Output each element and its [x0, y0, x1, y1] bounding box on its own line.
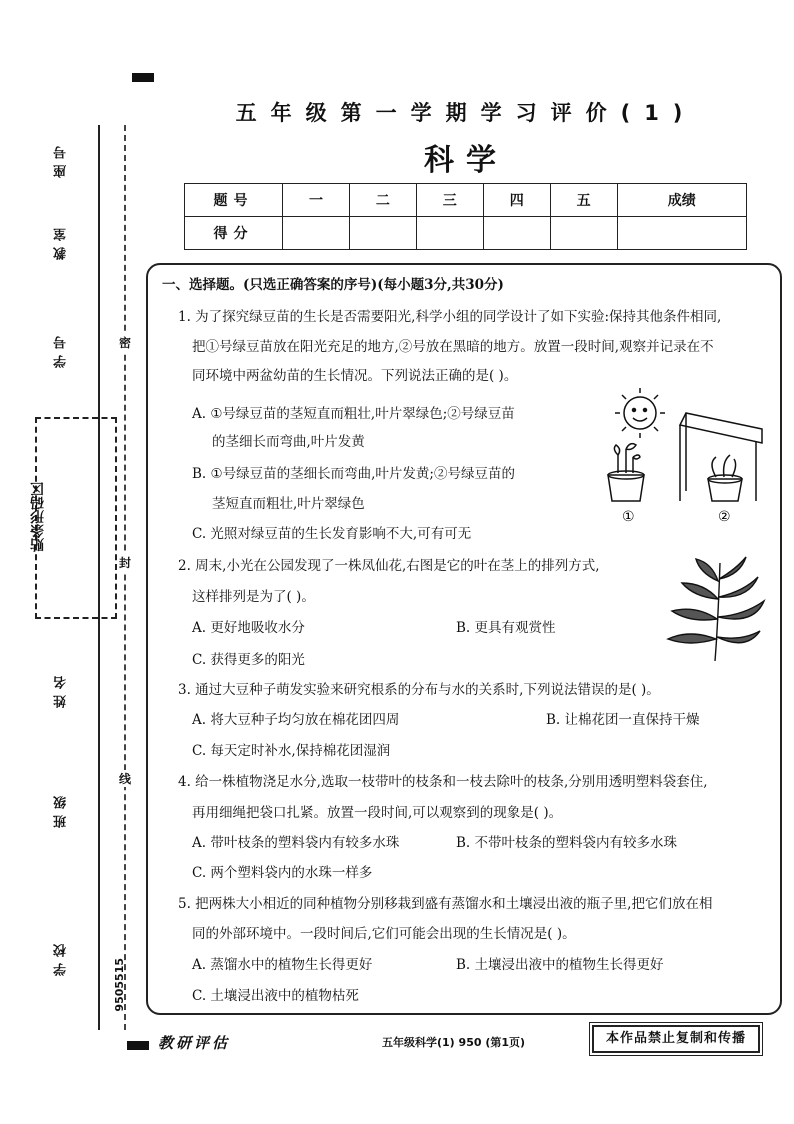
q2-line: 2. 周末,小光在公园发现了一株凤仙花,右图是它的叶在茎上的排列方式,: [178, 558, 600, 574]
score-table-header-cell: 三: [416, 184, 483, 217]
seal-dashed-line: [124, 125, 126, 1030]
pot-1-icon: [608, 444, 644, 501]
figure-label-1: ①: [622, 509, 635, 525]
score-table: [184, 183, 747, 250]
score-cell: [349, 217, 416, 250]
q3-option-a: A. 将大豆种子均匀放在棉花团四周: [192, 712, 400, 728]
score-cell: [617, 217, 746, 250]
score-cell: [416, 217, 483, 250]
page-title: 五年级第一学期学习评价(1): [235, 101, 697, 125]
q2-line: 这样排列是为了( )。: [192, 589, 315, 605]
side-label-seat: 座号: [54, 140, 69, 178]
registration-marker-bottom: [127, 1041, 149, 1050]
side-label-room: 教室: [54, 222, 69, 260]
q4-line: 再用细绳把袋口扎紧。放置一段时间,可以观察到的现象是( )。: [192, 805, 563, 821]
score-table-row-label: 得分: [185, 217, 283, 250]
q4-option-c: C. 两个塑料袋内的水珠一样多: [192, 865, 373, 881]
seal-mark-3: 线: [118, 772, 131, 786]
score-table-header-cell: 题号: [185, 184, 283, 217]
q4-option-b: B. 不带叶枝条的塑料袋内有较多水珠: [456, 835, 678, 851]
q4-line: 4. 给一株植物浇足水分,选取一枝带叶的枝条和一枝去除叶的枝条,分别用透明塑料袋套住,: [178, 774, 708, 790]
q1-option-a: A. ①号绿豆苗的茎短直而粗壮,叶片翠绿色;②号绿豆苗: [192, 406, 515, 422]
plant-icon: [668, 557, 764, 661]
side-label-class: 班级: [54, 790, 69, 828]
q2-option-c: C. 获得更多的阳光: [192, 652, 305, 668]
copyright-notice: 本作品禁止复制和传播: [592, 1025, 760, 1053]
q3-option-b: B. 让棉花团一直保持干燥: [546, 712, 700, 728]
sun-icon: [615, 388, 665, 438]
score-table-header-cell: 五: [550, 184, 617, 217]
side-label-school: 学校: [54, 938, 69, 976]
q2-option-a: A. 更好地吸收水分: [192, 620, 305, 636]
serial-number: 9505515: [113, 958, 126, 1012]
q3-option-c: C. 每天定时补水,保持棉花团湿润: [192, 743, 391, 759]
q1-option-b-cont: 茎短直而粗壮,叶片翠绿色: [212, 496, 365, 512]
q4-option-a: A. 带叶枝条的塑料袋内有较多水珠: [192, 835, 400, 851]
score-cell: [483, 217, 550, 250]
score-table-header-row: [185, 184, 747, 217]
q5-line: 5. 把两株大小相近的同种植物分别移栽到盛有蒸馏水和土壤浸出液的瓶子里,把它们放在相: [178, 896, 713, 912]
q3-line: 3. 通过大豆种子萌发实验来研究根系的分布与水的关系时,下列说法错误的是( )。: [178, 682, 660, 698]
section-heading: 一、选择题。(只选正确答案的序号)(每小题3分,共30分): [162, 277, 504, 293]
q5-line: 同的外部环境中。一段时间后,它们可能会出现的生长情况是( )。: [192, 926, 576, 942]
page-code: 五年级科学(1) 950 (第1页): [382, 1036, 526, 1049]
score-table-header-cell: 一: [283, 184, 350, 217]
q5-option-c: C. 土壤浸出液中的植物枯死: [192, 988, 359, 1004]
score-cell: [550, 217, 617, 250]
score-table-header-cell: 四: [483, 184, 550, 217]
q1-line: 1. 为了探究绿豆苗的生长是否需要阳光,科学小组的同学设计了如下实验:保持其他条件相同,: [178, 309, 722, 325]
registration-marker-top: [132, 73, 154, 82]
score-cell: [283, 217, 350, 250]
score-table-header-cell: 二: [349, 184, 416, 217]
seal-mark-1: 密: [118, 336, 131, 350]
q1-option-b: B. ①号绿豆苗的茎细长而弯曲,叶片发黄;②号绿豆苗的: [192, 466, 515, 482]
q1-line: 同环境中两盆幼苗的生长情况。下列说法正确的是( )。: [192, 368, 518, 384]
q2-option-b: B. 更具有观赏性: [456, 620, 556, 636]
barcode-area-label: 贴条形码区: [30, 482, 46, 552]
q1-line: 把①号绿豆苗放在阳光充足的地方,②号放在黑暗的地方。放置一段时间,观察并记录在不: [192, 339, 714, 355]
q5-option-a: A. 蒸馏水中的植物生长得更好: [192, 957, 373, 973]
side-label-name: 姓名: [54, 670, 69, 708]
score-table-header-cell: 成绩: [617, 184, 746, 217]
subject-title: 科学: [424, 143, 508, 178]
seal-mark-2: 封: [118, 556, 131, 570]
balsam-plant-figure: [660, 553, 770, 663]
figure-label-2: ②: [718, 509, 731, 525]
q1-option-c: C. 光照对绿豆苗的生长发育影响不大,可有可无: [192, 526, 472, 542]
score-table-score-row: [185, 217, 747, 250]
pot-2-icon: [708, 455, 742, 501]
shelter-icon: [680, 413, 762, 501]
publisher-logo: 教研评估: [158, 1034, 231, 1052]
question-panel: [146, 263, 782, 1015]
q5-option-b: B. 土壤浸出液中的植物生长得更好: [456, 957, 664, 973]
q1-option-a-cont: 的茎细长而弯曲,叶片发黄: [212, 434, 365, 450]
side-label-student-id: 学号: [54, 330, 69, 368]
q1-experiment-figure: [600, 383, 776, 525]
